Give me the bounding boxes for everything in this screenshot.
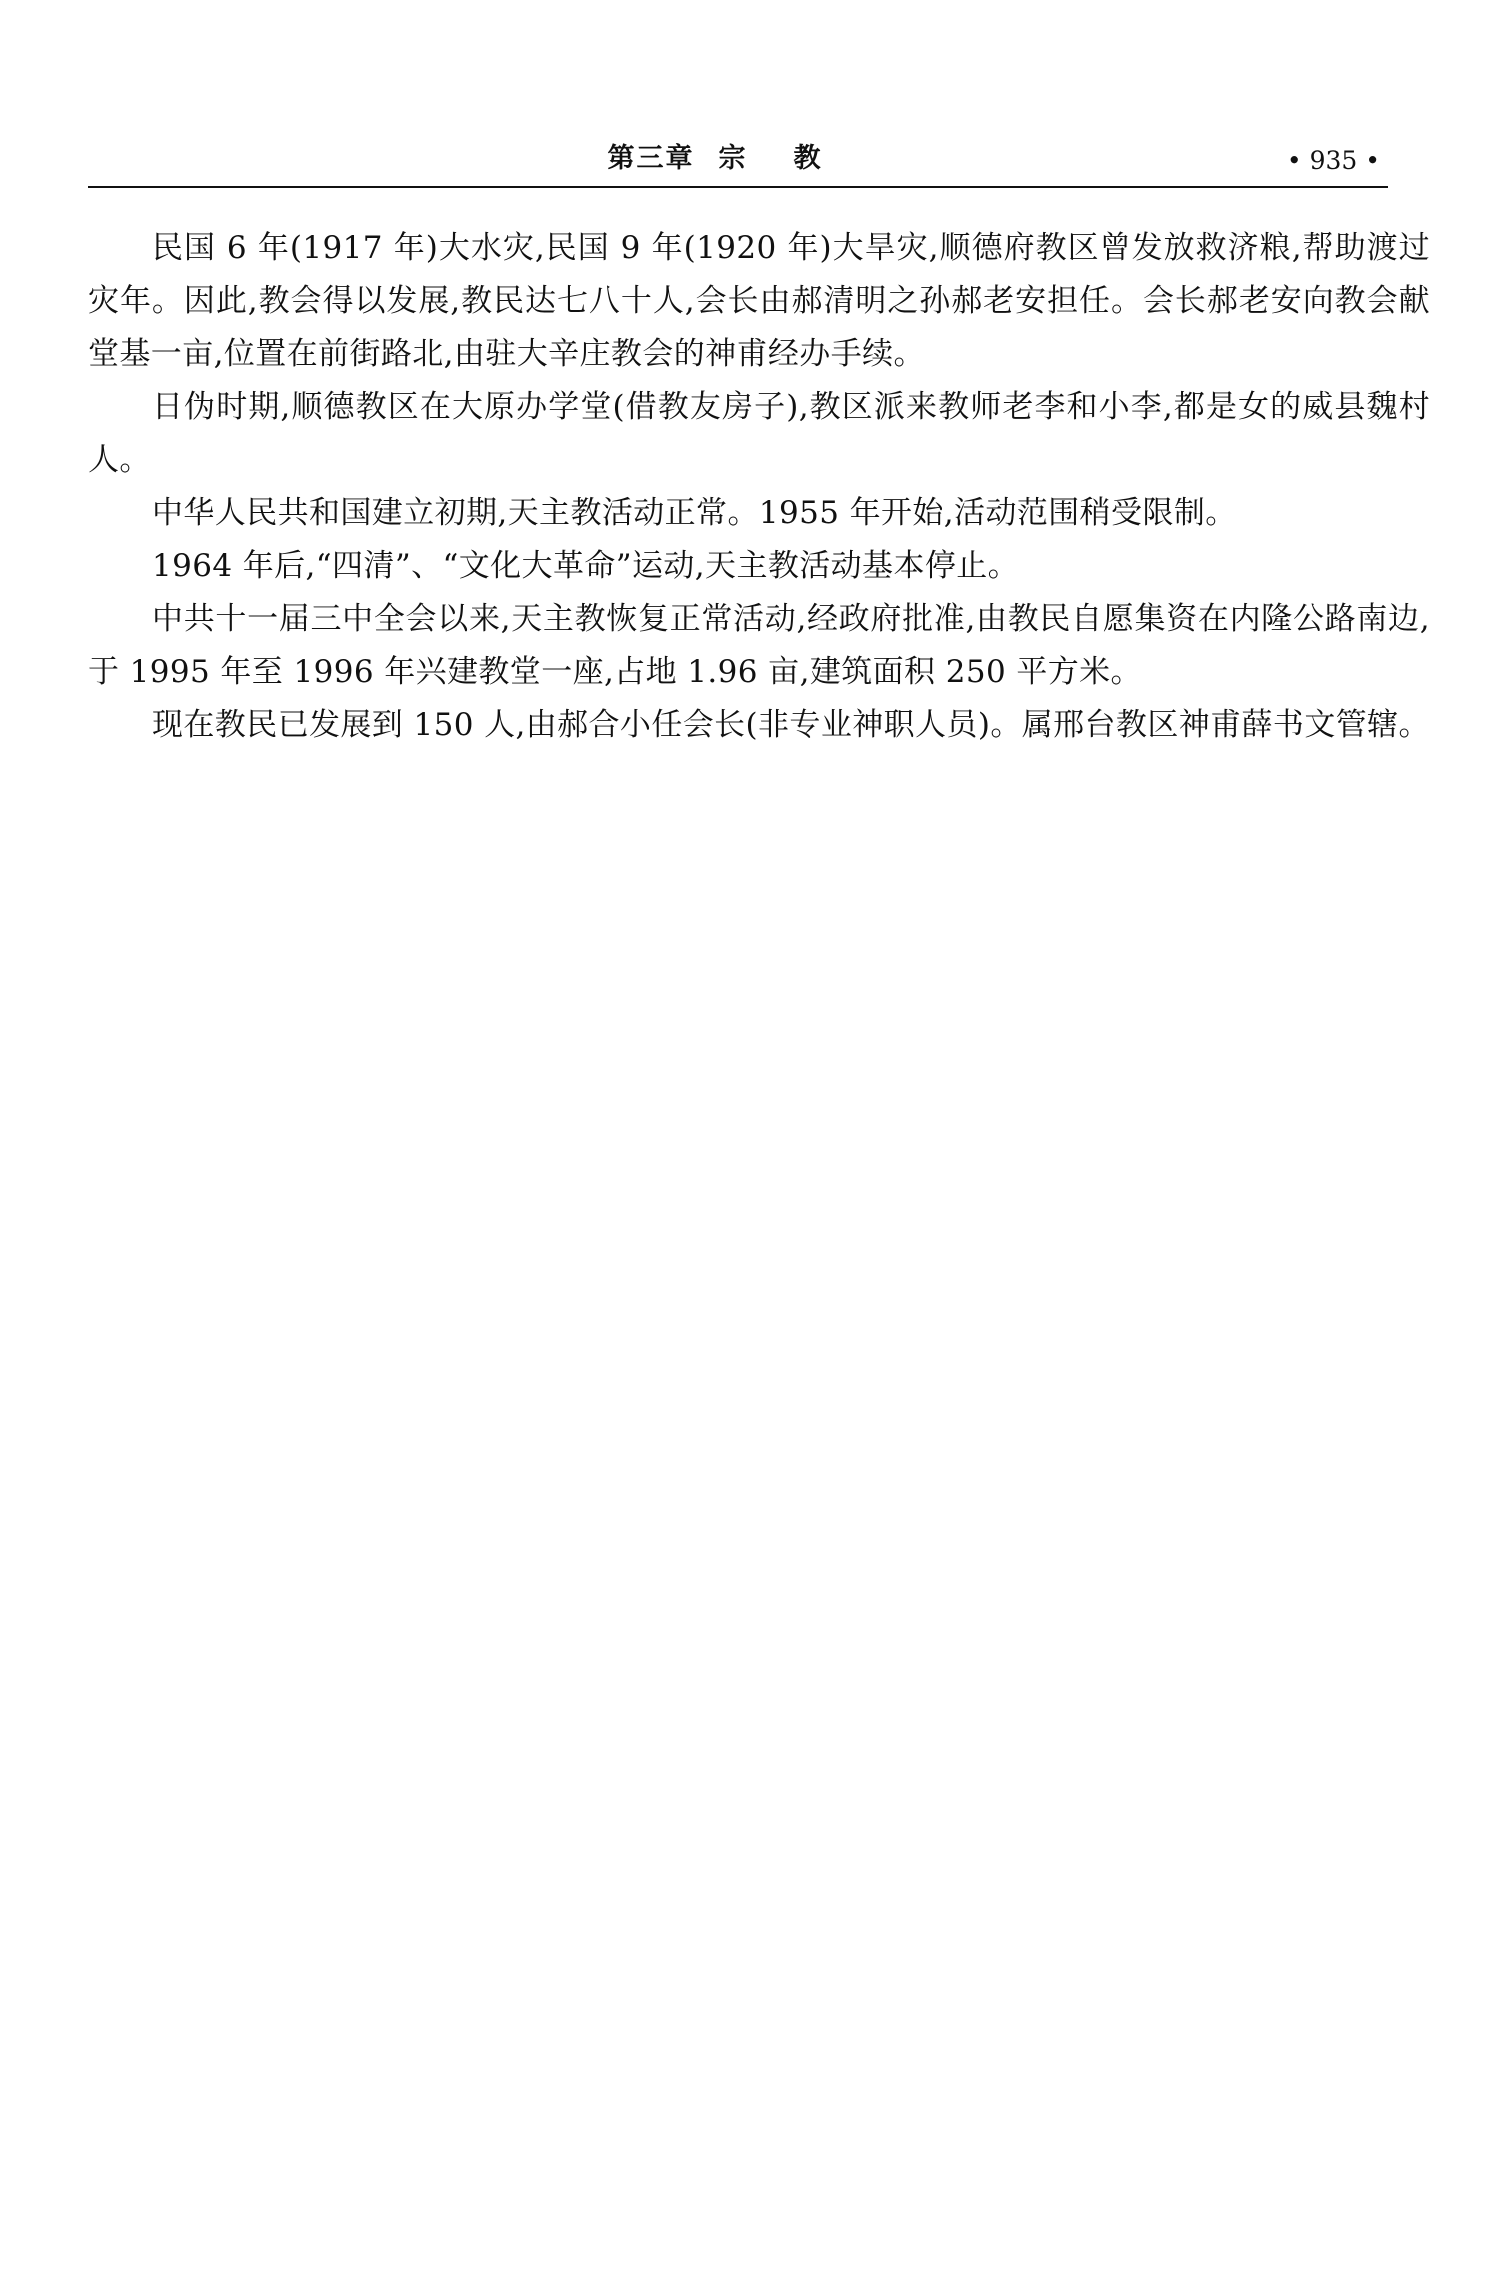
chapter-title [88,144,1388,174]
body-text [88,222,1430,752]
paragraph: 日伪时期,顺德教区在大原办学堂(借教友房子),教区派来教师老李和小李,都是女的威县魏村人。 [88,389,1430,478]
page-number: • 935 • [1286,146,1380,175]
page-header [88,130,1388,180]
paragraph: 民国 6 年(1917 年)大水灾,民国 9 年(1920 年)大旱灾,顺德府教区曾发放救济粮,帮助渡过灾年。因此,教会得以发展,教民达七八十人,会长由郝清明之孙郝老安担任。会长郝老安向教会献堂基一亩,位置在前街路北,由驻大辛庄教会的神甫经办手续。 [88,230,1430,372]
header-rule [88,186,1388,188]
paragraph: 现在教民已发展到 150 人,由郝合小任会长(非专业神职人员)。属邢台教区神甫薛书文管辖。 [152,707,1430,743]
paragraph: 中华人民共和国建立初期,天主教活动正常。1955 年开始,活动范围稍受限制。 [152,495,1237,531]
paragraph: 中共十一届三中全会以来,天主教恢复正常活动,经政府批准,由教民自愿集资在内隆公路南边,于 1995 年至 1996 年兴建教堂一座,占地 1.96 亩,建筑面积 250 平方米。 [88,601,1430,690]
chapter-subject: 宗教 [718,143,869,174]
paragraph: 1964 年后,“四清”、“文化大革命”运动,天主教活动基本停止。 [152,548,1020,584]
chapter-number: 第三章 [607,143,695,174]
